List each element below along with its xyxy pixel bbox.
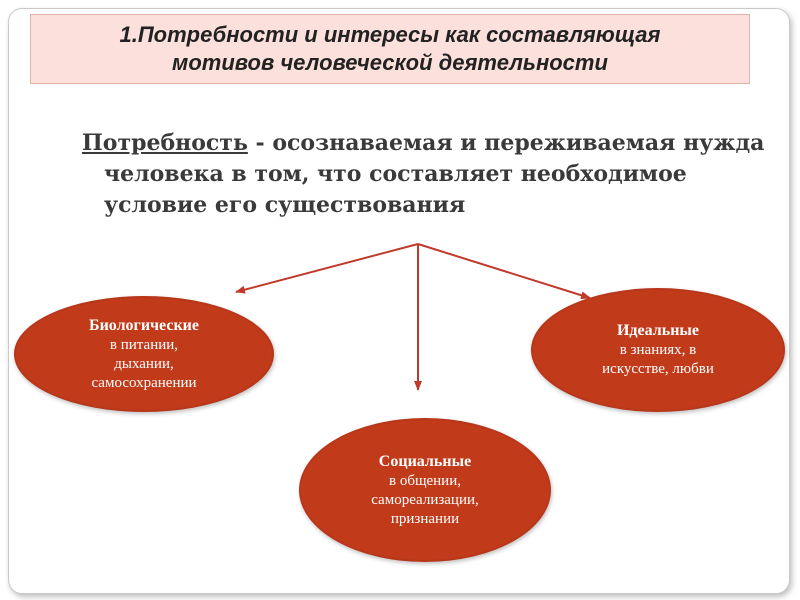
definition-term: Потребность [82,130,248,156]
biological-needs-ellipse [14,296,274,412]
biological-needs-title: Биологические [88,316,199,334]
definition-body: - осознаваемая и переживаемая нужда человека в том, что составляет необходимое условие его существования [104,130,765,218]
social-needs-description: в общении, самореализации, признании [371,472,479,527]
social-needs-ellipse [299,418,551,562]
ideal-needs-ellipse [531,288,785,412]
biological-needs-description: в питании, дыхании, самосохранении [91,336,197,391]
ideal-needs-description: в знаниях, в искусстве, любви [602,342,714,377]
social-needs-title: Социальные [378,452,472,470]
arrow-to-ideal [418,244,590,298]
ideal-needs-title: Идеальные [616,322,700,339]
arrow-to-biological [236,244,418,292]
slide-title: 1.Потребности и интересы как составляющая мотивов человеческой деятельности [119,22,661,75]
